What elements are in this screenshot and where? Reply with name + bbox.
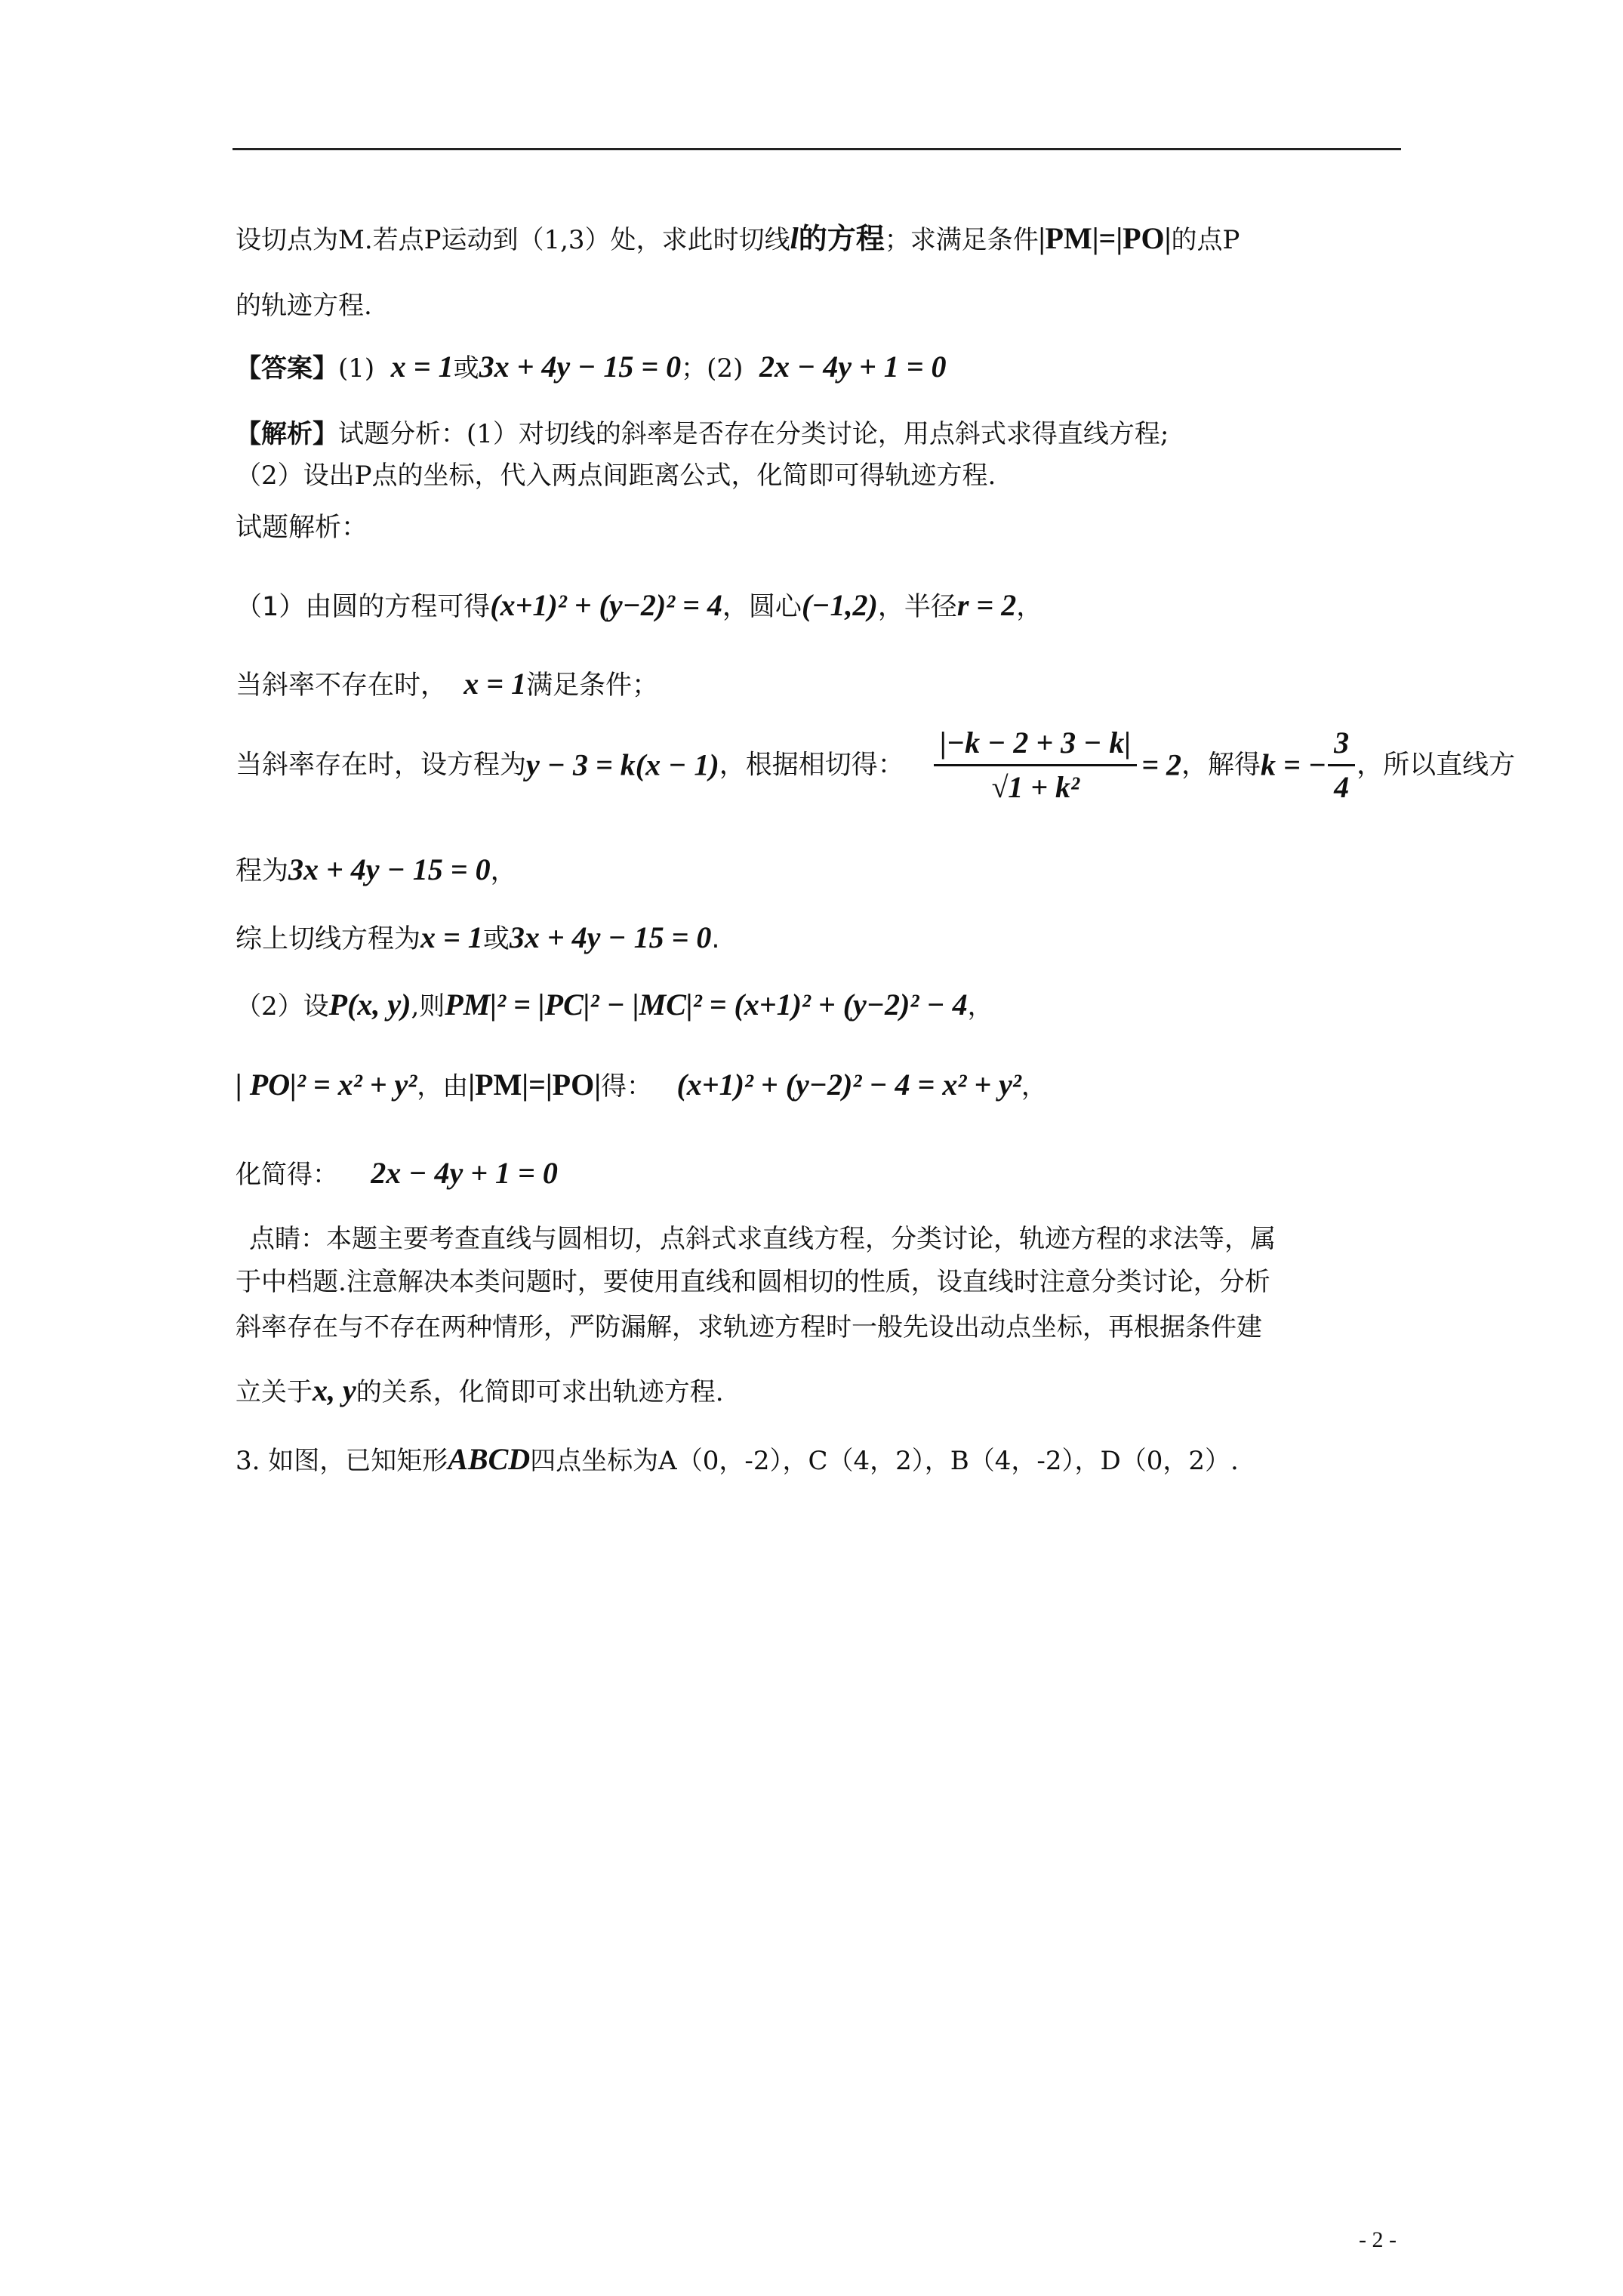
answer-line: 【答案】(1) x = 1或3x + 4y − 15 = 0；(2) 2x − 4y + 1 = 0 — [236, 350, 947, 384]
solution-step-4: 程为3x + 4y − 15 = 0， — [236, 852, 517, 886]
solution-step-7: | PO|² = x² + y²，由|PM|=|PO|得： (x+1)² + (y−2)² − 4 = x² + y²， — [236, 1068, 1047, 1102]
analysis-line-1: 【解析】试题分析：(1）对切线的斜率是否存在分类讨论，用点斜式求得直线方程; — [236, 419, 1169, 449]
solution-step-2: 当斜率不存在时， x = 1满足条件； — [236, 667, 659, 701]
question-3: 3. 如图，已知矩形ABCD四点坐标为A（0，-2），C（4，2），B（4，-2），D（0，2）. — [236, 1442, 1239, 1476]
comment-line-2: 于中档题.注意解决本类问题时，要使用直线和圆相切的性质，设直线时注意分类讨论，分析 — [236, 1267, 1270, 1297]
comment-line-4: 立关于x, y的关系，化简即可求出轨迹方程. — [236, 1373, 724, 1407]
solution-title: 试题解析： — [236, 513, 368, 543]
comment-line-1: 点睛：本题主要考查直线与圆相切，点斜式求直线方程，分类讨论，轨迹方程的求法等，属 — [249, 1224, 1276, 1254]
page-number: - 2 - — [1359, 2227, 1397, 2252]
question-continuation-line-2: 的轨迹方程. — [236, 291, 372, 321]
slope-fraction: $\frac{3}{4}$ — [1328, 725, 1355, 806]
comment-line-3: 斜率存在与不存在两种情形，严防漏解，求轨迹方程时一般先设出动点坐标，再根据条件建 — [236, 1312, 1262, 1342]
solution-step-3: 当斜率存在时，设方程为y − 3 = k(x − 1)，根据相切得： $\frac{|-k - 2 + 3 - k|}{\text{√1 + k²}}$ = 2，解得k = − $\frac{3}{4}$ ，所以直线方 — [236, 726, 1516, 804]
tangency-fraction: $\frac{|-k - 2 + 3 - k|}{\text{√1 + k²}}$ — [934, 725, 1137, 806]
solution-step-6: （2）设P(x, y),则PM|² = |PC|² − |MC|² = (x+1)² + (y−2)² − 4， — [236, 988, 993, 1022]
solution-step-8: 化简得： 2x − 4y + 1 = 0 — [236, 1156, 558, 1190]
header-rule — [233, 148, 1401, 150]
analysis-line-2: （2）设出P点的坐标，代入两点间距离公式，化简即可得轨迹方程. — [236, 461, 996, 491]
question-continuation-line-1: 设切点为M.若点P运动到（1,3）处，求此时切线l的方程；求满足条件|PM|=|PO|的点P — [236, 221, 1240, 255]
solution-step-5: 综上切线方程为x = 1或3x + 4y − 15 = 0. — [236, 920, 720, 954]
solution-step-1: （1）由圆的方程可得(x+1)² + (y−2)² = 4，圆心(−1,2)，半径r = 2， — [236, 588, 1043, 622]
